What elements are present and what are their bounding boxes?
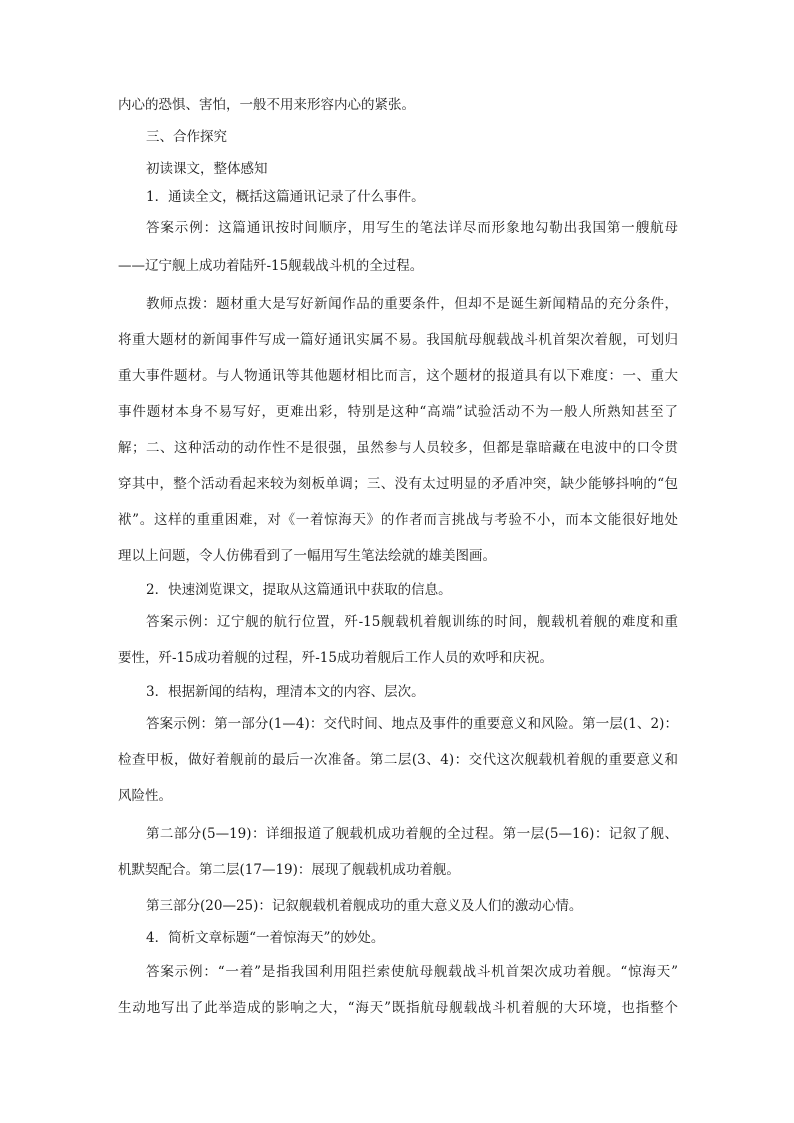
answer-text: 第三部分(20—25)：记叙舰载机着舰成功的重大意义及人们的激动心情。 bbox=[146, 898, 583, 914]
answer-text: 风险性。 bbox=[118, 788, 172, 804]
answer-text: 答案示例：这篇通讯按时间顺序，用写生的笔法详尽而形象地勾勒出我国第一艘航母 bbox=[146, 220, 678, 236]
answer-text: 要性，歼-15成功着舰的过程，歼-15成功着舰后工作人员的欢呼和庆祝。 bbox=[118, 650, 553, 666]
teacher-note: 将重大题材的新闻事件写成一篇好通讯实属不易。我国航母舰载战斗机首架次着舰，可划归 bbox=[118, 332, 678, 348]
teacher-note: 重大事件题材。与人物通讯等其他题材相比而言，这个题材的报道具有以下难度：一、重大 bbox=[118, 368, 678, 384]
answer-text: ——辽宁舰上成功着陆歼-15舰载战斗机的全过程。 bbox=[118, 258, 424, 274]
answer-text: 答案示例：第一部分(1—4)：交代时间、地点及事件的重要意义和风险。第一层(1、2)： bbox=[146, 716, 678, 732]
teacher-note: 解；二、这种活动的动作性不是很强，虽然参与人员较多，但都是靠暗藏在电波中的口令贯 bbox=[118, 440, 678, 456]
answer-text: 生动地写出了此举造成的影响之大，“海天”既指航母舰载战斗机着舰的大环境，也指整个 bbox=[118, 1000, 678, 1016]
teacher-note: 事件题材本身不易写好，更难出彩，特别是这种“高端”试验活动不为一般人所熟知甚至了 bbox=[118, 404, 678, 420]
answer-text: 机默契配合。第二层(17—19)：展现了舰载机成功着舰。 bbox=[118, 862, 460, 878]
section-heading: 三、合作探究 bbox=[146, 129, 227, 145]
question-2: 2．快速浏览课文，提取从这篇通讯中获取的信息。 bbox=[146, 582, 452, 598]
answer-text: 第二部分(5—19)：详细报道了舰载机成功着舰的全过程。第一层(5—16)：记叙了舰、 bbox=[146, 826, 678, 842]
teacher-note: 穿其中，整个活动看起来较为刻板单调；三、没有太过明显的矛盾冲突，缺少能够抖响的“包 bbox=[118, 476, 678, 492]
answer-text: 检查甲板，做好着舰前的最后一次准备。第二层(3、4)：交代这次舰载机着舰的重要意义和 bbox=[118, 752, 678, 768]
question-4: 4．简析文章标题“一着惊海天”的妙处。 bbox=[146, 930, 385, 946]
question-1: 1．通读全文，概括这篇通讯记录了什么事件。 bbox=[146, 189, 425, 205]
teacher-note: 理以上问题，令人仿佛看到了一幅用写生笔法绘就的雄美图画。 bbox=[118, 548, 496, 564]
text-line: 内心的恐惧、害怕，一般不用来形容内心的紧张。 bbox=[118, 97, 415, 113]
answer-text: 答案示例：“一着”是指我国利用阻拦索使航母舰载战斗机首架次成功着舰。“惊海天” bbox=[146, 964, 678, 980]
teacher-note: 袱”。这样的重重困难，对《一着惊海天》的作者而言挑战与考验不小，而本文能很好地处 bbox=[118, 512, 678, 528]
question-3: 3．根据新闻的结构，理清本文的内容、层次。 bbox=[146, 684, 425, 700]
subsection-heading: 初读课文，整体感知 bbox=[146, 161, 268, 177]
teacher-note: 教师点拨：题材重大是写好新闻作品的重要条件，但却不是诞生新闻精品的充分条件， bbox=[146, 296, 678, 312]
answer-text: 答案示例：辽宁舰的航行位置，歼-15舰载机着舰训练的时间，舰载机着舰的难度和重 bbox=[146, 614, 678, 630]
